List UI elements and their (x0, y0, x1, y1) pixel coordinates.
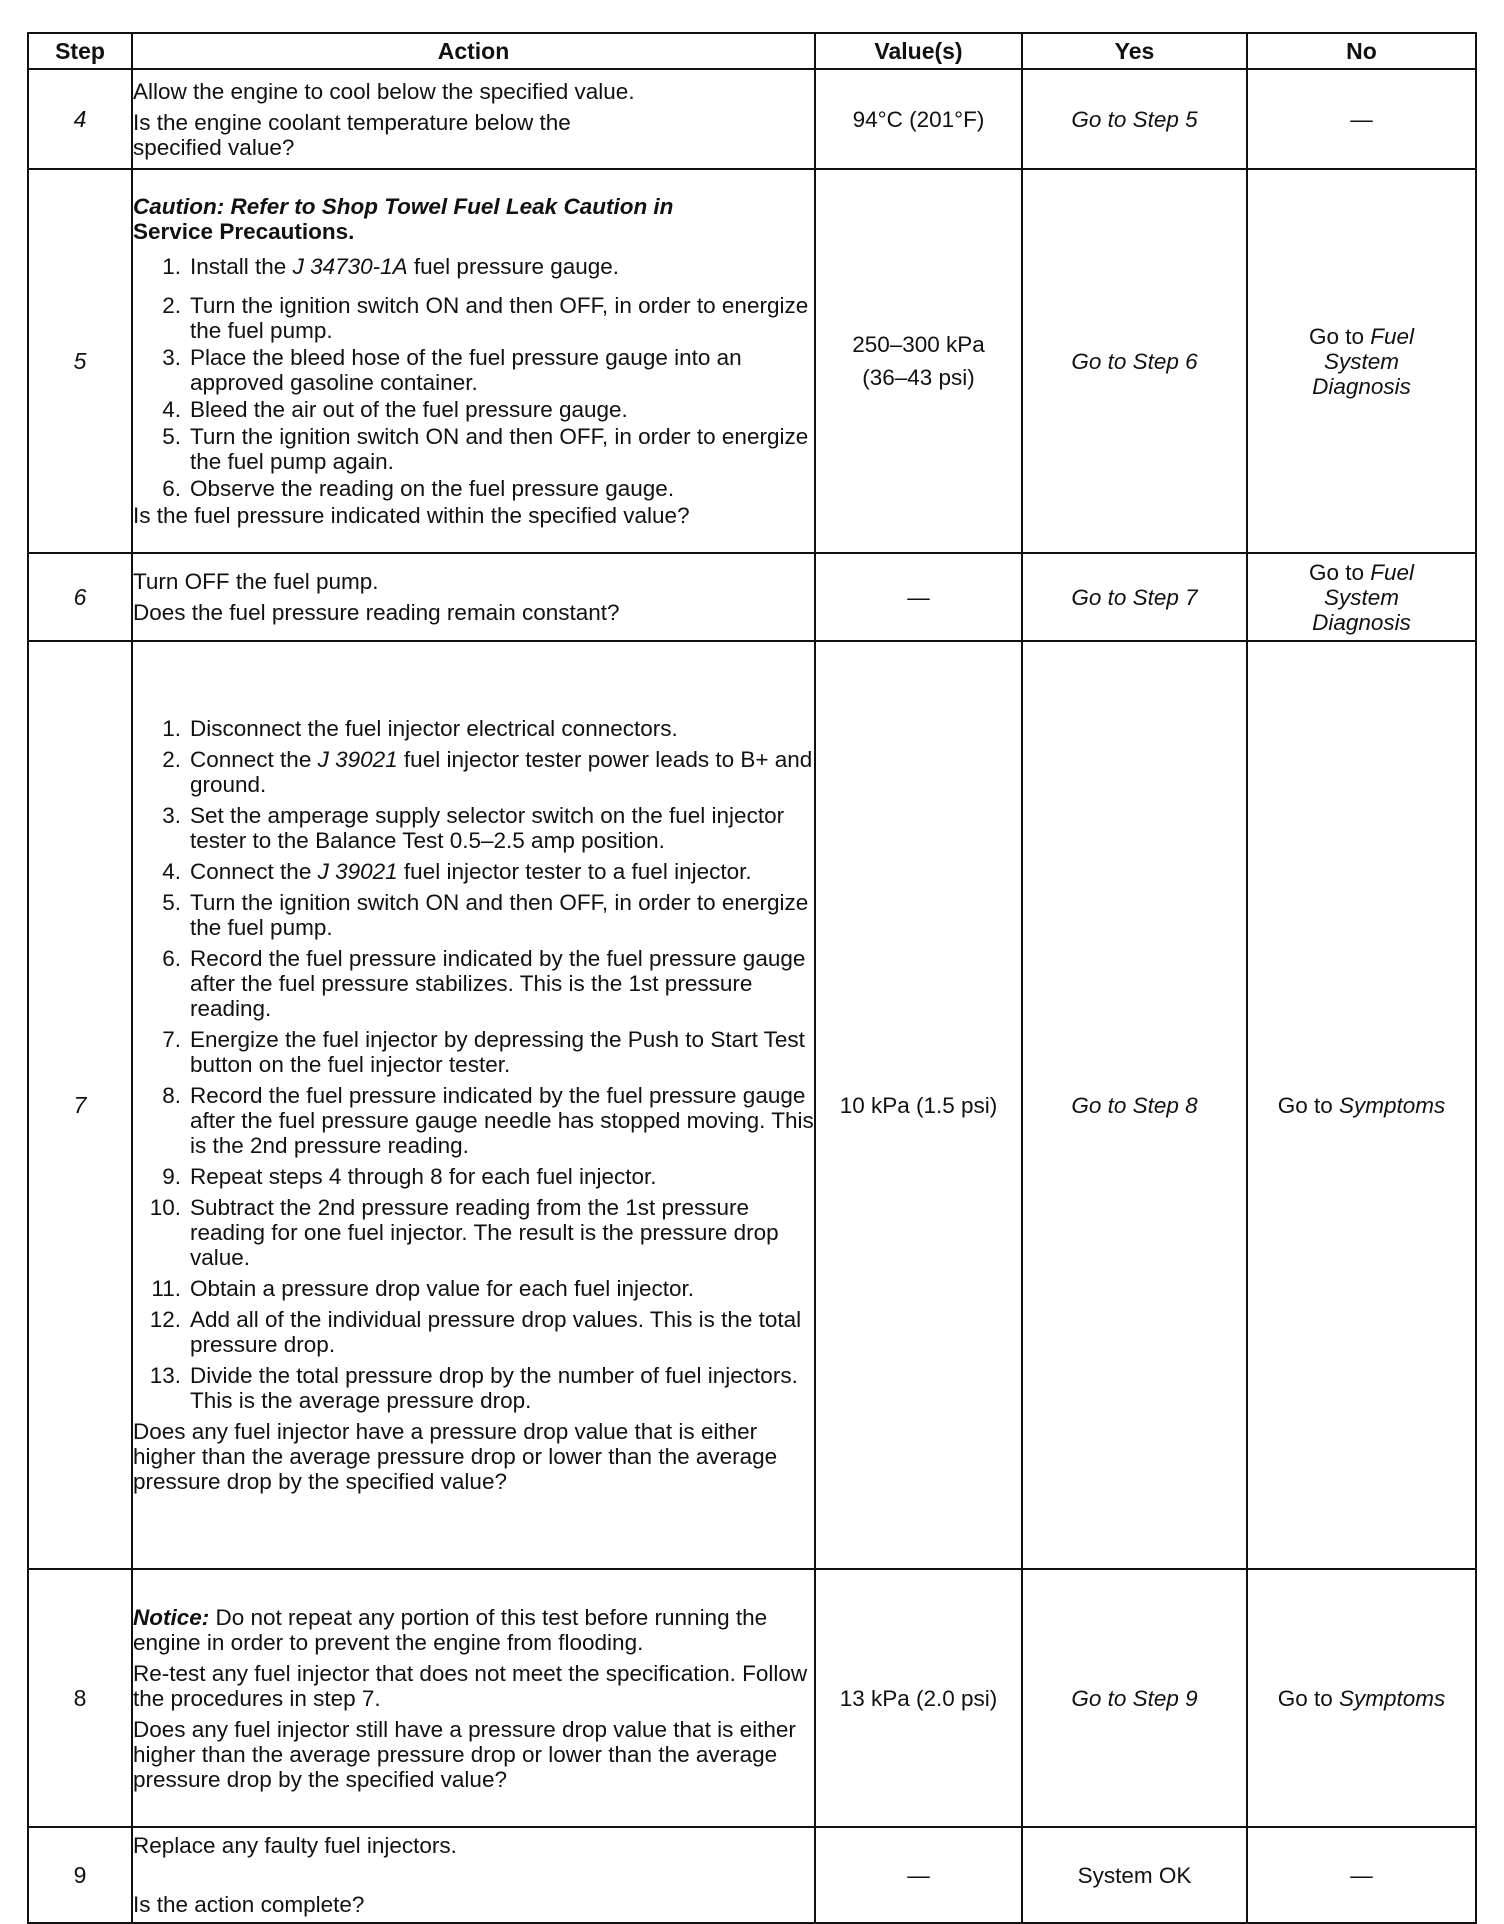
action-text: Re-test any fuel injector that does not meet the specification. Follow the procedures in step 7. (133, 1660, 808, 1711)
value-cell: 10 kPa (1.5 psi) (815, 641, 1022, 1569)
action-text: Allow the engine to cool below the specified value. (133, 78, 635, 104)
table-row-step-8 (28, 1569, 1476, 1827)
header-values: Value(s) (815, 33, 1022, 69)
step-number: 4 (28, 69, 132, 169)
symptoms-link[interactable]: Symptoms (1339, 1685, 1446, 1711)
action-cell (132, 169, 815, 553)
action-cell (132, 641, 815, 1569)
tool-reference: J 39021 (317, 747, 398, 772)
action-question: Does the fuel pressure reading remain constant? (133, 600, 620, 625)
notice-text: Notice: Do not repeat any portion of this test before running the engine in order to prevent the engine from flooding. (133, 1604, 768, 1655)
list-item: 3. Set the amperage supply selector switch on the fuel injector tester to the Balance Test 0.5–2.5 amp position. (162, 803, 785, 853)
list-item: 7. Energize the fuel injector by depressing the Push to Start Test button on the fuel injector tester. (162, 1027, 805, 1077)
action-question: Is the action complete? (133, 1892, 365, 1917)
table-row-step-7 (28, 641, 1476, 1569)
list-item: 2. Turn the ignition switch ON and then OFF, in order to energize the fuel pump. (162, 293, 809, 343)
table-row-step-5 (28, 169, 1476, 553)
value-cell: 13 kPa (2.0 psi) (815, 1569, 1022, 1827)
header-row (28, 33, 1476, 69)
list-item: 5. Turn the ignition switch ON and then OFF, in order to energize the fuel pump again. (162, 424, 809, 474)
action-question: Does any fuel injector have a pressure drop value that is either higher than the average pressure drop or lower than the average pressure drop by the specified value? (133, 1419, 778, 1494)
list-item: 13. Divide the total pressure drop by the number of fuel injectors. This is the average pressure drop. (149, 1363, 798, 1413)
action-text: Replace any faulty fuel injectors. (133, 1833, 457, 1858)
header-step: Step (28, 33, 132, 69)
step-number: 6 (28, 553, 132, 641)
header-yes: Yes (1022, 33, 1247, 69)
action-cell (132, 1569, 815, 1827)
step-number: 8 (28, 1569, 132, 1827)
tool-reference: J 39021 (317, 859, 398, 884)
list-item: 10. Subtract the 2nd pressure reading from the 1st pressure reading for one fuel injector. The result is the pressure drop value. (149, 1195, 779, 1270)
yes-cell: Go to Step 6 (1022, 169, 1247, 553)
value-cell: — (815, 553, 1022, 641)
header-action: Action (132, 33, 815, 69)
value-cell: 94°C (201°F) (815, 69, 1022, 169)
no-cell: — (1247, 69, 1476, 169)
no-cell: — (1247, 1827, 1476, 1923)
caution-reference: Service Precautions. (133, 219, 355, 244)
list-item: 4. Bleed the air out of the fuel pressure gauge. (162, 397, 628, 422)
action-question: Does any fuel injector still have a pressure drop value that is either higher than the average pressure drop or lower than the average pressure drop by the specified value? (133, 1716, 796, 1792)
step-number: 7 (28, 641, 132, 1569)
no-cell: Go to Symptoms (1247, 641, 1476, 1569)
list-item: 2. Connect the J 39021 fuel injector tester power leads to B+ and ground. (162, 747, 813, 797)
list-item: 6. Record the fuel pressure indicated by the fuel pressure gauge after the fuel pressure stabilizes. This is the 1st pressure reading. (162, 946, 806, 1021)
action-question: Is the fuel pressure indicated within the specified value? (133, 503, 690, 528)
step-number: 9 (28, 1827, 132, 1923)
yes-cell: Go to Step 5 (1022, 69, 1247, 169)
tool-reference: J 34730-1A (292, 254, 408, 279)
header-no: No (1247, 33, 1476, 69)
value-cell: — (815, 1827, 1022, 1923)
list-item: 1. Disconnect the fuel injector electrical connectors. (162, 716, 678, 741)
no-cell: Go to Fuel System Diagnosis (1247, 169, 1476, 553)
no-cell: Go to Symptoms (1247, 1569, 1476, 1827)
table-row-step-4 (28, 69, 1476, 169)
diagnostic-table (27, 32, 1477, 1924)
yes-cell: System OK (1022, 1827, 1247, 1923)
procedure-list (133, 716, 814, 1413)
table-row-step-6 (28, 553, 1476, 641)
yes-cell: Go to Step 8 (1022, 641, 1247, 1569)
step-number: 5 (28, 169, 132, 553)
action-question: Is the engine coolant temperature below the specified value? (133, 109, 571, 160)
symptoms-link[interactable]: Symptoms (1339, 1092, 1446, 1118)
action-cell (132, 69, 815, 169)
list-item: 5. Turn the ignition switch ON and then OFF, in order to energize the fuel pump. (162, 890, 809, 940)
list-item: 3. Place the bleed hose of the fuel pressure gauge into an approved gasoline container. (162, 345, 742, 395)
fuel-system-diagnosis-link[interactable]: Fuel (1370, 323, 1415, 349)
list-item: 12. Add all of the individual pressure drop values. This is the total pressure drop. (149, 1307, 802, 1357)
list-item: 4. Connect the J 39021 fuel injector tester to a fuel injector. (162, 859, 752, 884)
procedure-list (133, 254, 814, 501)
action-text: Turn OFF the fuel pump. (133, 569, 379, 594)
table-row-step-9 (28, 1827, 1476, 1923)
list-item: 11. Obtain a pressure drop value for each fuel injector. (151, 1276, 695, 1301)
list-item: 1. Install the J 34730-1A fuel pressure gauge. (162, 254, 620, 279)
yes-cell: Go to Step 9 (1022, 1569, 1247, 1827)
caution-text: Caution: Refer to Shop Towel Fuel Leak Caution in (133, 194, 674, 219)
fuel-system-diagnosis-link[interactable]: Fuel (1370, 559, 1415, 585)
list-item: 6. Observe the reading on the fuel pressure gauge. (162, 476, 675, 501)
action-cell (132, 1827, 815, 1923)
list-item: 9. Repeat steps 4 through 8 for each fuel injector. (162, 1164, 657, 1189)
yes-cell: Go to Step 7 (1022, 553, 1247, 641)
list-item: 8. Record the fuel pressure indicated by the fuel pressure gauge after the fuel pressure gauge needle has stopped moving. This is the 2nd pressure reading. (162, 1083, 814, 1158)
no-cell: Go to Fuel System Diagnosis (1247, 553, 1476, 641)
value-cell: 250–300 kPa (36–43 psi) (815, 169, 1022, 553)
action-cell (132, 553, 815, 641)
